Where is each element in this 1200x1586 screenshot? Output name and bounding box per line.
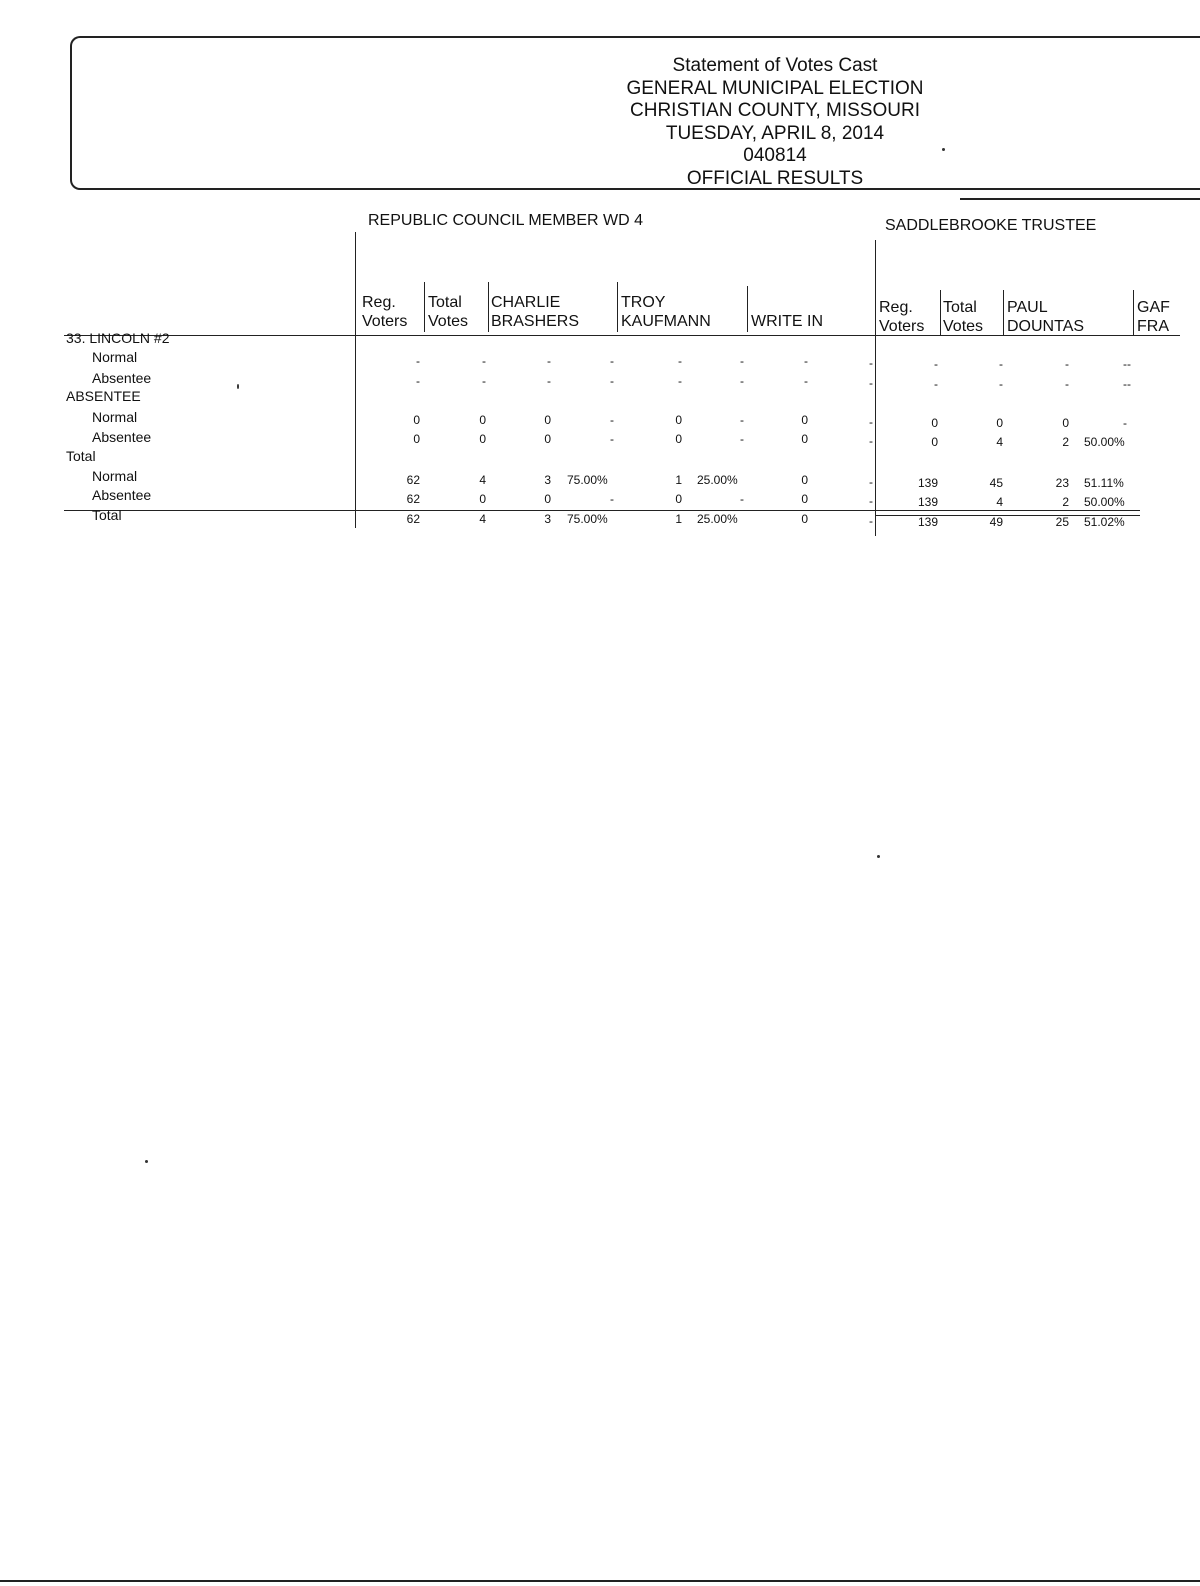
row-tick: - bbox=[869, 514, 873, 528]
cell-value: 1 bbox=[675, 512, 682, 526]
col-divider bbox=[940, 290, 941, 336]
col-divider bbox=[1003, 290, 1004, 336]
column-header: Total bbox=[943, 299, 977, 316]
cell-dash: - bbox=[1127, 357, 1131, 371]
cell-value: 49 bbox=[989, 515, 1003, 529]
cell-dash: - bbox=[610, 492, 614, 506]
cell-dash: - bbox=[416, 374, 420, 388]
column-header: Total bbox=[428, 294, 462, 311]
header-line: CHRISTIAN COUNTY, MISSOURI bbox=[630, 100, 920, 121]
header-line: OFFICIAL RESULTS bbox=[686, 167, 864, 189]
cell-value: 0 bbox=[675, 492, 682, 506]
cell-dash: - bbox=[547, 374, 551, 388]
cell-dash: - bbox=[547, 354, 551, 368]
cell-dash: - bbox=[740, 413, 744, 427]
cell-value: 0 bbox=[675, 413, 682, 427]
cell-dash: - bbox=[678, 374, 682, 388]
row-tick: - bbox=[869, 434, 873, 448]
cell-dash: - bbox=[1123, 357, 1127, 371]
cell-value: 4 bbox=[996, 495, 1003, 509]
header-line: GENERAL MUNICIPAL ELECTION bbox=[626, 77, 924, 99]
cell-dash: - bbox=[678, 354, 682, 368]
cell-dash: - bbox=[1123, 377, 1127, 391]
row-tick: - bbox=[869, 494, 873, 508]
column-header: CHARLIE bbox=[491, 294, 561, 311]
cell-dash: - bbox=[999, 357, 1003, 371]
cell-dash: - bbox=[482, 354, 486, 368]
scan-speck bbox=[237, 384, 239, 389]
cell-value: 0 bbox=[801, 473, 808, 487]
contest-title-saddlebrooke: SADDLEBROOKE TRUSTEE bbox=[885, 217, 1097, 234]
column-header: GAF bbox=[1137, 299, 1170, 316]
row-tick: - bbox=[869, 415, 873, 429]
cell-dash: - bbox=[610, 432, 614, 446]
cell-dash: - bbox=[740, 374, 744, 388]
header-line: 040814 bbox=[743, 145, 807, 166]
cell-value: 4 bbox=[479, 512, 486, 526]
column-header: Reg. bbox=[879, 299, 913, 316]
row-label: Total bbox=[92, 507, 122, 523]
row-label: Absentee bbox=[92, 429, 152, 445]
cell-value: 3 bbox=[544, 473, 551, 487]
cell-dash: - bbox=[740, 354, 744, 368]
scan-speck bbox=[877, 855, 880, 858]
cell-dash: - bbox=[934, 377, 938, 391]
scan-speck bbox=[145, 1160, 148, 1163]
col-divider bbox=[488, 282, 489, 332]
row-label: Normal bbox=[92, 409, 138, 425]
row-tick: - bbox=[869, 475, 873, 489]
row-label: ABSENTEE bbox=[66, 388, 141, 404]
cell-percent: 51.11% bbox=[1084, 476, 1124, 490]
cell-value: 25 bbox=[1055, 515, 1069, 529]
cell-value: 0 bbox=[801, 492, 808, 506]
col-divider bbox=[747, 286, 748, 332]
column-header: WRITE IN bbox=[751, 313, 823, 330]
cell-dash: - bbox=[416, 354, 420, 368]
cell-dash: - bbox=[934, 357, 938, 371]
column-header: Votes bbox=[943, 318, 984, 335]
cell-value: 23 bbox=[1055, 476, 1069, 490]
column-header: FRA bbox=[1137, 318, 1169, 335]
row-label: Total bbox=[66, 448, 96, 464]
cell-value: 1 bbox=[675, 473, 682, 487]
cell-value: 0 bbox=[801, 432, 808, 446]
header-line: Statement of Votes Cast bbox=[672, 55, 878, 76]
cell-value: 0 bbox=[479, 432, 486, 446]
header-line: TUESDAY, APRIL 8, 2014 bbox=[665, 122, 885, 144]
cell-dash: - bbox=[610, 413, 614, 427]
col-divider bbox=[1133, 290, 1134, 336]
cell-value: 62 bbox=[406, 492, 420, 506]
column-header: KAUFMANN bbox=[621, 313, 711, 330]
cell-value: 0 bbox=[996, 416, 1003, 430]
cell-dash: - bbox=[999, 377, 1003, 391]
column-header: Voters bbox=[879, 318, 925, 335]
cell-value: 0 bbox=[801, 413, 808, 427]
cell-percent: 25.00% bbox=[697, 473, 738, 487]
total-rule bbox=[64, 510, 1140, 511]
header-bottom-rule bbox=[64, 335, 1180, 336]
cell-dash: - bbox=[1065, 377, 1069, 391]
cell-value: 0 bbox=[544, 432, 551, 446]
cell-value: 2 bbox=[1062, 435, 1069, 449]
page-bottom-rule bbox=[0, 1580, 1200, 1582]
row-label: Absentee bbox=[92, 487, 152, 503]
cell-value: 2 bbox=[1062, 495, 1069, 509]
cell-value: 62 bbox=[406, 512, 420, 526]
cell-value: 139 bbox=[917, 495, 938, 509]
cell-value: 3 bbox=[544, 512, 551, 526]
cell-dash: - bbox=[610, 374, 614, 388]
cell-dash: - bbox=[804, 374, 808, 388]
cell-percent: 50.00% bbox=[1084, 435, 1125, 449]
column-header: BRASHERS bbox=[491, 313, 580, 330]
cell-dash: - bbox=[740, 432, 744, 446]
cell-value: 0 bbox=[544, 413, 551, 427]
cell-value: 0 bbox=[413, 432, 420, 446]
column-header: DOUNTAS bbox=[1007, 318, 1085, 335]
column-header: Reg. bbox=[362, 294, 396, 311]
cell-value: 139 bbox=[917, 476, 938, 490]
cell-value: 139 bbox=[917, 515, 938, 529]
cell-value: 4 bbox=[996, 435, 1003, 449]
contest-title-republic: REPUBLIC COUNCIL MEMBER WD 4 bbox=[368, 212, 643, 229]
column-header: Votes bbox=[428, 313, 469, 330]
row-label: Normal bbox=[92, 349, 138, 365]
cell-value: 62 bbox=[406, 473, 420, 487]
column-header: Voters bbox=[362, 313, 408, 330]
column-header: TROY bbox=[621, 294, 666, 311]
row-label: Normal bbox=[92, 468, 138, 484]
cell-value: 0 bbox=[1062, 416, 1069, 430]
row-tick: - bbox=[869, 356, 873, 370]
cell-dash: - bbox=[482, 374, 486, 388]
col-divider bbox=[424, 282, 425, 332]
column-header: PAUL bbox=[1007, 299, 1048, 316]
cell-value: 0 bbox=[544, 492, 551, 506]
cell-value: 0 bbox=[801, 512, 808, 526]
cell-value: 4 bbox=[479, 473, 486, 487]
cell-dash: - bbox=[1123, 416, 1127, 430]
cell-percent: 75.00% bbox=[567, 473, 608, 487]
cell-value: 0 bbox=[931, 416, 938, 430]
row-label: 33. LINCOLN #2 bbox=[66, 330, 170, 346]
cell-dash: - bbox=[804, 354, 808, 368]
left-border-republic bbox=[355, 232, 356, 528]
cell-percent: 75.00% bbox=[567, 512, 608, 526]
cell-dash: - bbox=[1127, 377, 1131, 391]
cell-dash: - bbox=[740, 492, 744, 506]
cell-dash: - bbox=[610, 354, 614, 368]
row-tick: - bbox=[869, 376, 873, 390]
cell-value: 0 bbox=[675, 432, 682, 446]
row-label: Absentee bbox=[92, 370, 152, 386]
cell-value: 45 bbox=[989, 476, 1003, 490]
cell-percent: 25.00% bbox=[697, 512, 738, 526]
cell-percent: 50.00% bbox=[1084, 495, 1125, 509]
cell-value: 0 bbox=[931, 435, 938, 449]
cell-percent: 51.02% bbox=[1084, 515, 1125, 529]
cell-value: 0 bbox=[479, 492, 486, 506]
header-rule bbox=[960, 198, 1200, 200]
col-divider bbox=[617, 282, 618, 332]
cell-dash: - bbox=[1065, 357, 1069, 371]
cell-value: 0 bbox=[479, 413, 486, 427]
clipped-column bbox=[1136, 290, 1200, 340]
cell-value: 0 bbox=[413, 413, 420, 427]
scan-speck bbox=[942, 148, 945, 151]
